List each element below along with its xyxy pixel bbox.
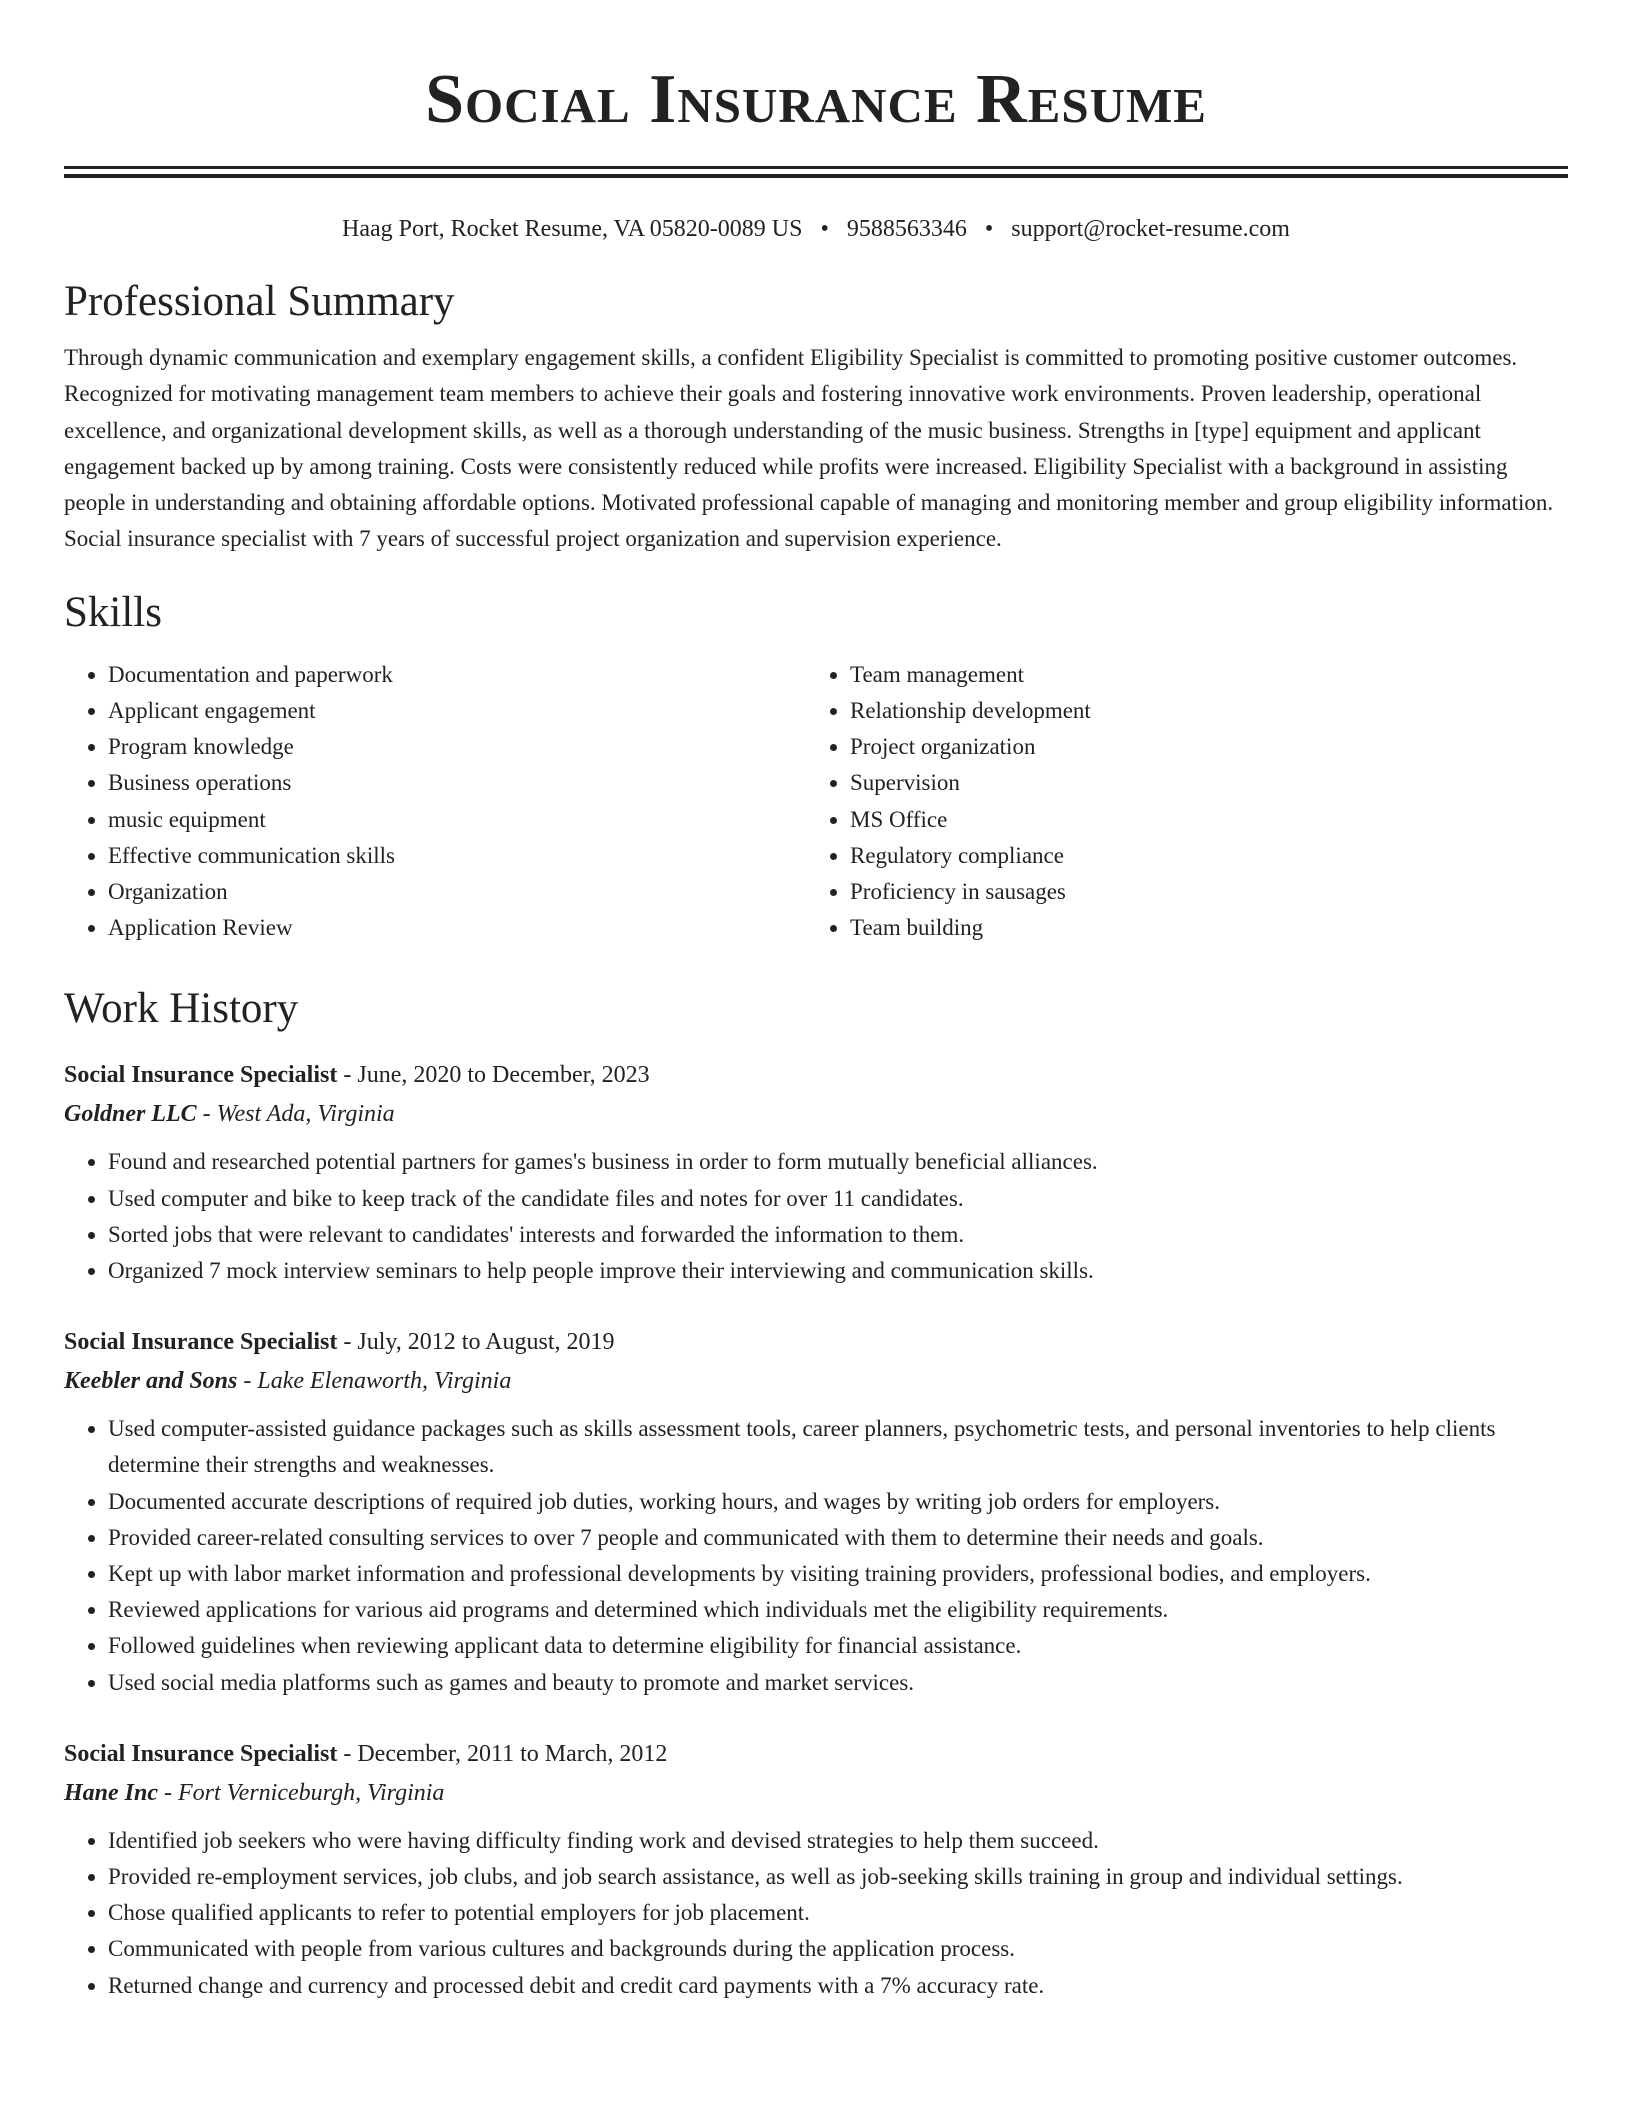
skill-item: • Regulatory compliance bbox=[850, 838, 1548, 874]
job-title: Social Insurance Specialist bbox=[64, 1740, 338, 1767]
company-name: Goldner LLC bbox=[64, 1101, 197, 1128]
job-bullets bbox=[64, 1823, 1568, 2004]
job-bullet: • Sorted jobs that were relevant to candidates' interests and forwarded the information to them. bbox=[108, 1217, 1568, 1253]
skill-item: • Program knowledge bbox=[108, 729, 806, 765]
company-line bbox=[64, 1773, 1568, 1813]
contact-email: support@rocket-resume.com bbox=[1011, 216, 1290, 242]
job-title: Social Insurance Specialist bbox=[64, 1062, 338, 1089]
contact-address: Haag Port, Rocket Resume, VA 05820-0089 US bbox=[342, 216, 803, 242]
job-title-line bbox=[64, 1323, 1568, 1361]
job-bullet: • Used computer-assisted guidance packages such as skills assessment tools, career planners, psychometric tests, and personal inventories to help clients determine their strengths and weaknesses. bbox=[108, 1411, 1568, 1483]
job-dates: - December, 2011 to March, 2012 bbox=[337, 1740, 668, 1767]
company-line bbox=[64, 1094, 1568, 1134]
job-bullet: • Reviewed applications for various aid programs and determined which individuals met the eligibility requirements. bbox=[108, 1592, 1568, 1628]
job-bullet: • Organized 7 mock interview seminars to help people improve their interviewing and communication skills. bbox=[108, 1253, 1568, 1289]
contact-separator: • bbox=[820, 216, 829, 242]
skill-item: • Business operations bbox=[108, 765, 806, 801]
summary-heading: Professional Summary bbox=[64, 278, 455, 325]
job-bullet: • Used computer and bike to keep track of the candidate files and notes for over 11 candidates. bbox=[108, 1181, 1568, 1217]
job-title-line bbox=[64, 1735, 1568, 1773]
skill-item: • Applicant engagement bbox=[108, 693, 806, 729]
skill-item: • MS Office bbox=[850, 802, 1548, 838]
job-bullet: • Followed guidelines when reviewing applicant data to determine eligibility for financial assistance. bbox=[108, 1628, 1568, 1664]
company-name: Keebler and Sons bbox=[64, 1368, 238, 1395]
company-location: - West Ada, Virginia bbox=[196, 1101, 395, 1128]
job-entry bbox=[64, 1735, 1568, 2004]
resume-title: Social Insurance Resume bbox=[425, 61, 1207, 138]
company-line bbox=[64, 1361, 1568, 1401]
job-dates: - June, 2020 to December, 2023 bbox=[337, 1062, 650, 1089]
rule-line bbox=[64, 174, 1568, 178]
job-title: Social Insurance Specialist bbox=[64, 1329, 338, 1356]
contact-line bbox=[64, 214, 1568, 244]
job-bullets bbox=[64, 1144, 1568, 1289]
skill-item: • Effective communication skills bbox=[108, 838, 806, 874]
skill-item: • Organization bbox=[108, 874, 806, 910]
job-bullet: • Chose qualified applicants to refer to potential employers for job placement. bbox=[108, 1895, 1568, 1931]
skill-item: • Application Review bbox=[108, 910, 806, 946]
job-bullet: • Documented accurate descriptions of required job duties, working hours, and wages by writing job orders for employers. bbox=[108, 1484, 1568, 1520]
contact-separator: • bbox=[984, 216, 994, 242]
job-title-line bbox=[64, 1056, 1568, 1094]
skill-item: • Supervision bbox=[850, 765, 1548, 801]
skills-list-left bbox=[64, 657, 806, 947]
contact-phone: 9588563346 bbox=[846, 216, 967, 242]
job-bullet: • Used social media platforms such as games and beauty to promote and market services. bbox=[108, 1665, 1568, 1701]
job-bullet: • Returned change and currency and processed debit and credit card payments with a 7% accuracy rate. bbox=[108, 1968, 1568, 2004]
title-double-rule bbox=[64, 166, 1568, 178]
job-bullet: • Kept up with labor market information and professional developments by visiting training providers, professional bodies, and employers. bbox=[108, 1556, 1568, 1592]
company-name: Hane Inc bbox=[64, 1779, 159, 1806]
skills-columns bbox=[64, 657, 1568, 947]
rule-line bbox=[64, 166, 1568, 169]
skill-item: • Team building bbox=[850, 910, 1548, 946]
skill-item: • Relationship development bbox=[850, 693, 1548, 729]
job-bullet: • Provided career-related consulting services to over 7 people and communicated with them to determine their needs and goals. bbox=[108, 1520, 1568, 1556]
company-location: - Fort Verniceburgh, Virginia bbox=[158, 1779, 445, 1806]
skills-list-right bbox=[806, 657, 1548, 947]
skill-item: • music equipment bbox=[108, 802, 806, 838]
skill-item: • Proficiency in sausages bbox=[850, 874, 1548, 910]
skills-heading: Skills bbox=[64, 588, 162, 636]
work-history-heading: Work History bbox=[64, 985, 299, 1033]
job-dates: - July, 2012 to August, 2019 bbox=[337, 1329, 615, 1356]
company-location: - Lake Elenaworth, Virginia bbox=[237, 1368, 512, 1395]
summary-text: Through dynamic communication and exemplary engagement skills, a confident Eligibility Specialist is committed to promoting positive customer outcomes. Recognized for motivating management team members to achieve their goals and fostering innovative work environments. Proven leadership, operational excellence, and organizational development skills, as well as a thorough understanding of the music business. Strengths in [type] equipment and applicant engagement backed up by among training. Costs were consistently reduced while profits were increased. Eligibility Specialist with a background in assisting people in understanding and obtaining affordable options. Motivated professional capable of managing and monitoring member and group eligibility information. Social insurance specialist with 7 years of successful project organization and supervision experience. bbox=[64, 345, 1554, 552]
skill-item: • Documentation and paperwork bbox=[108, 657, 806, 693]
job-entry bbox=[64, 1056, 1568, 1289]
skill-item: • Project organization bbox=[850, 729, 1548, 765]
job-entry bbox=[64, 1323, 1568, 1701]
job-bullet: • Found and researched potential partners for games's business in order to form mutually beneficial alliances. bbox=[108, 1144, 1568, 1180]
skill-item: • Team management bbox=[850, 657, 1548, 693]
job-bullet: • Identified job seekers who were having difficulty finding work and devised strategies to help them succeed. bbox=[108, 1823, 1568, 1859]
job-bullet: • Provided re-employment services, job clubs, and job search assistance, as well as job-seeking skills training in group and individual settings. bbox=[108, 1859, 1568, 1895]
job-bullet: • Communicated with people from various cultures and backgrounds during the application process. bbox=[108, 1931, 1568, 1967]
job-bullets bbox=[64, 1411, 1568, 1701]
